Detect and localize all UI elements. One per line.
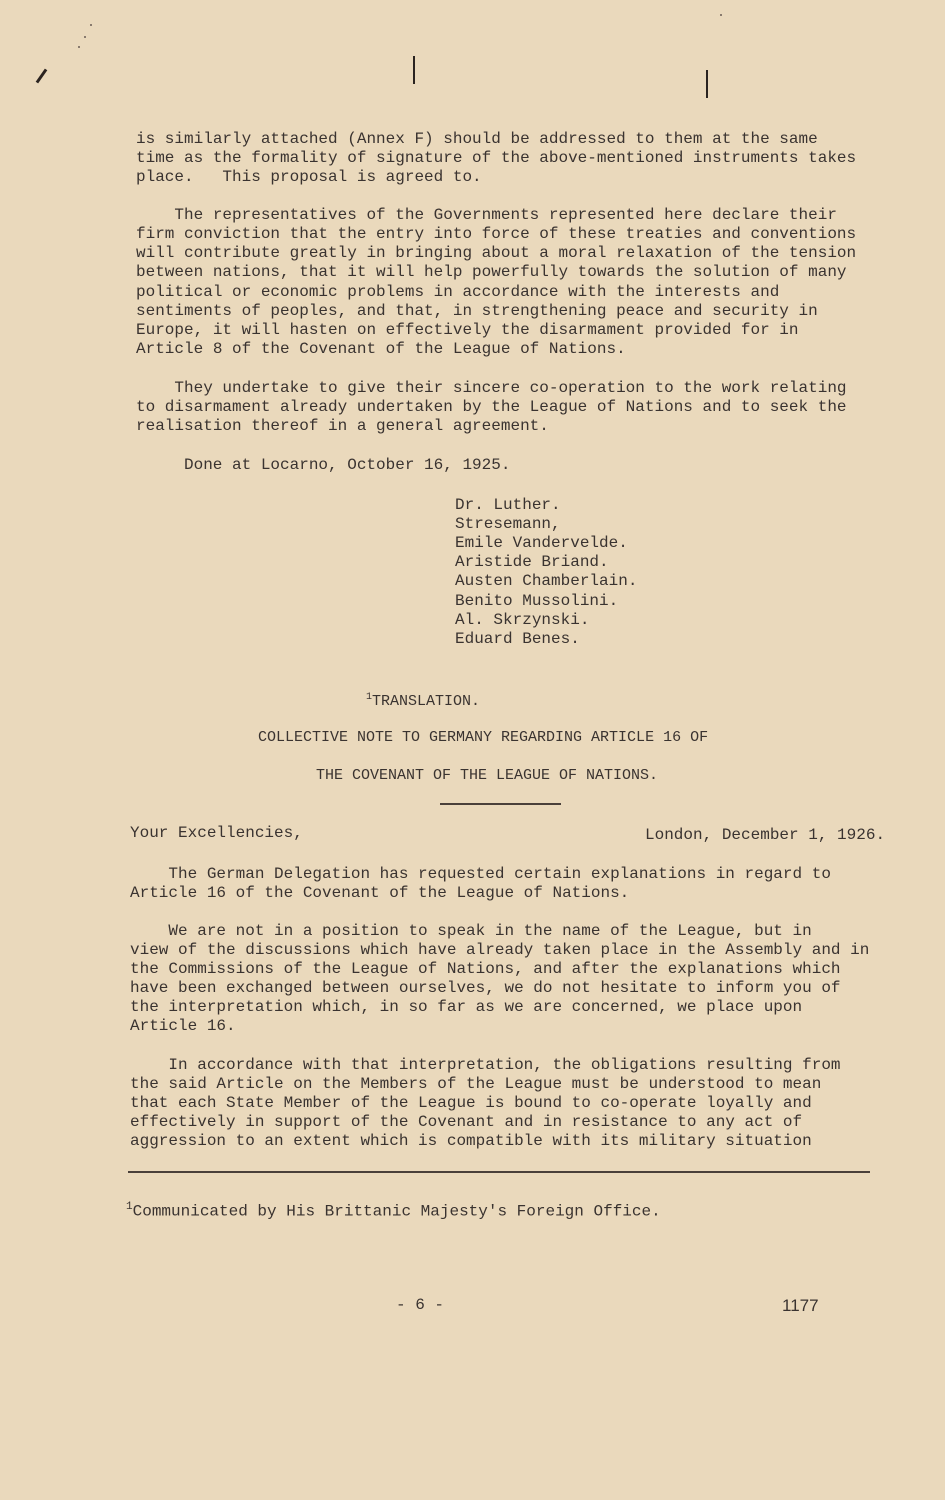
ink-mark bbox=[413, 56, 415, 84]
paragraph-line: that each State Member of the League is bound to co-operate loyally and bbox=[130, 1094, 812, 1112]
footnote-number: 1 bbox=[126, 1201, 133, 1213]
signatory: Stresemann, bbox=[455, 515, 561, 533]
signatory: Austen Chamberlain. bbox=[455, 572, 638, 590]
paragraph-line: to disarmament already undertaken by the League of Nations and to seek the bbox=[136, 398, 847, 416]
paragraph-line: political or economic problems in accordance with the interests and bbox=[136, 283, 780, 301]
paragraph-line: the Commissions of the League of Nations, and after the explanations which bbox=[130, 960, 841, 978]
paragraph-line: is similarly attached (Annex F) should be addressed to them at the same bbox=[136, 130, 818, 148]
paragraph-line: the said Article on the Members of the League must be understood to mean bbox=[130, 1075, 822, 1093]
paragraph-line: the interpretation which, in so far as we are concerned, we place upon bbox=[130, 998, 803, 1016]
signatory: Emile Vandervelde. bbox=[455, 534, 628, 552]
speck bbox=[90, 24, 92, 26]
signatory: Aristide Briand. bbox=[455, 553, 609, 571]
paragraph-line: place. This proposal is agreed to. bbox=[136, 168, 482, 186]
paragraph-line: effectively in support of the Covenant and in resistance to any act of bbox=[130, 1113, 803, 1131]
place-date: London, December 1, 1926. bbox=[645, 826, 886, 844]
signatory: Benito Mussolini. bbox=[455, 592, 619, 610]
footnote bbox=[126, 1198, 661, 1222]
paragraph-line: The German Delegation has requested certain explanations in regard to bbox=[130, 865, 831, 883]
footnote-reference: 1 bbox=[366, 692, 373, 703]
paragraph-line: between nations, that it will help powerfully towards the solution of many bbox=[136, 263, 847, 281]
speck bbox=[720, 14, 722, 16]
paragraph-line: time as the formality of signature of the above-mentioned instruments takes bbox=[136, 149, 857, 167]
paragraph-line: The representatives of the Governments represented here declare their bbox=[136, 206, 837, 224]
paragraph-line: firm conviction that the entry into force of these treaties and conventions bbox=[136, 225, 857, 243]
salutation: Your Excellencies, bbox=[130, 824, 303, 842]
document-title-line: THE COVENANT OF THE LEAGUE OF NATIONS. bbox=[316, 767, 659, 784]
footnote-separator bbox=[128, 1171, 870, 1173]
paragraph-line: sentiments of peoples, and that, in strengthening peace and security in bbox=[136, 302, 818, 320]
paragraph-line: aggression to an extent which is compatible with its military situation bbox=[130, 1132, 812, 1150]
paragraph-line: will contribute greatly in bringing about a moral relaxation of the tension bbox=[136, 244, 857, 262]
ink-mark bbox=[36, 69, 48, 84]
paragraph-line: They undertake to give their sincere co-operation to the work relating bbox=[136, 379, 847, 397]
done-at-line: Done at Locarno, October 16, 1925. bbox=[184, 456, 511, 474]
paragraph-line: view of the discussions which have already taken place in the Assembly and in bbox=[130, 941, 870, 959]
paragraph-line: Article 8 of the Covenant of the League of Nations. bbox=[136, 340, 626, 358]
paragraph-line: Article 16. bbox=[130, 1017, 236, 1035]
signatory: Eduard Benes. bbox=[455, 630, 580, 648]
paragraph-line: Article 16 of the Covenant of the League of Nations. bbox=[130, 884, 630, 902]
title-underline bbox=[440, 803, 561, 805]
page-number: - 6 - bbox=[396, 1296, 445, 1314]
sheet-number: 1177 bbox=[782, 1296, 819, 1315]
paragraph-line: In accordance with that interpretation, the obligations resulting from bbox=[130, 1056, 841, 1074]
ink-mark bbox=[706, 70, 708, 98]
paragraph-line: We are not in a position to speak in the name of the League, but in bbox=[130, 922, 812, 940]
paragraph-line: realisation thereof in a general agreement. bbox=[136, 417, 549, 435]
signatory: Al. Skrzynski. bbox=[455, 611, 590, 629]
document-title-line: COLLECTIVE NOTE TO GERMANY REGARDING ARTICLE 16 OF bbox=[258, 729, 709, 746]
paragraph-line: Europe, it will hasten on effectively the disarmament provided for in bbox=[136, 321, 799, 339]
paragraph-line: have been exchanged between ourselves, we do not hesitate to inform you of bbox=[130, 979, 841, 997]
signatory: Dr. Luther. bbox=[455, 496, 561, 514]
speck bbox=[84, 36, 86, 38]
translation-label: TRANSLATION. bbox=[372, 693, 481, 710]
speck bbox=[78, 46, 80, 48]
translation-heading bbox=[366, 688, 480, 711]
footnote-text: Communicated by His Brittanic Majesty's Foreign Office. bbox=[132, 1202, 661, 1221]
